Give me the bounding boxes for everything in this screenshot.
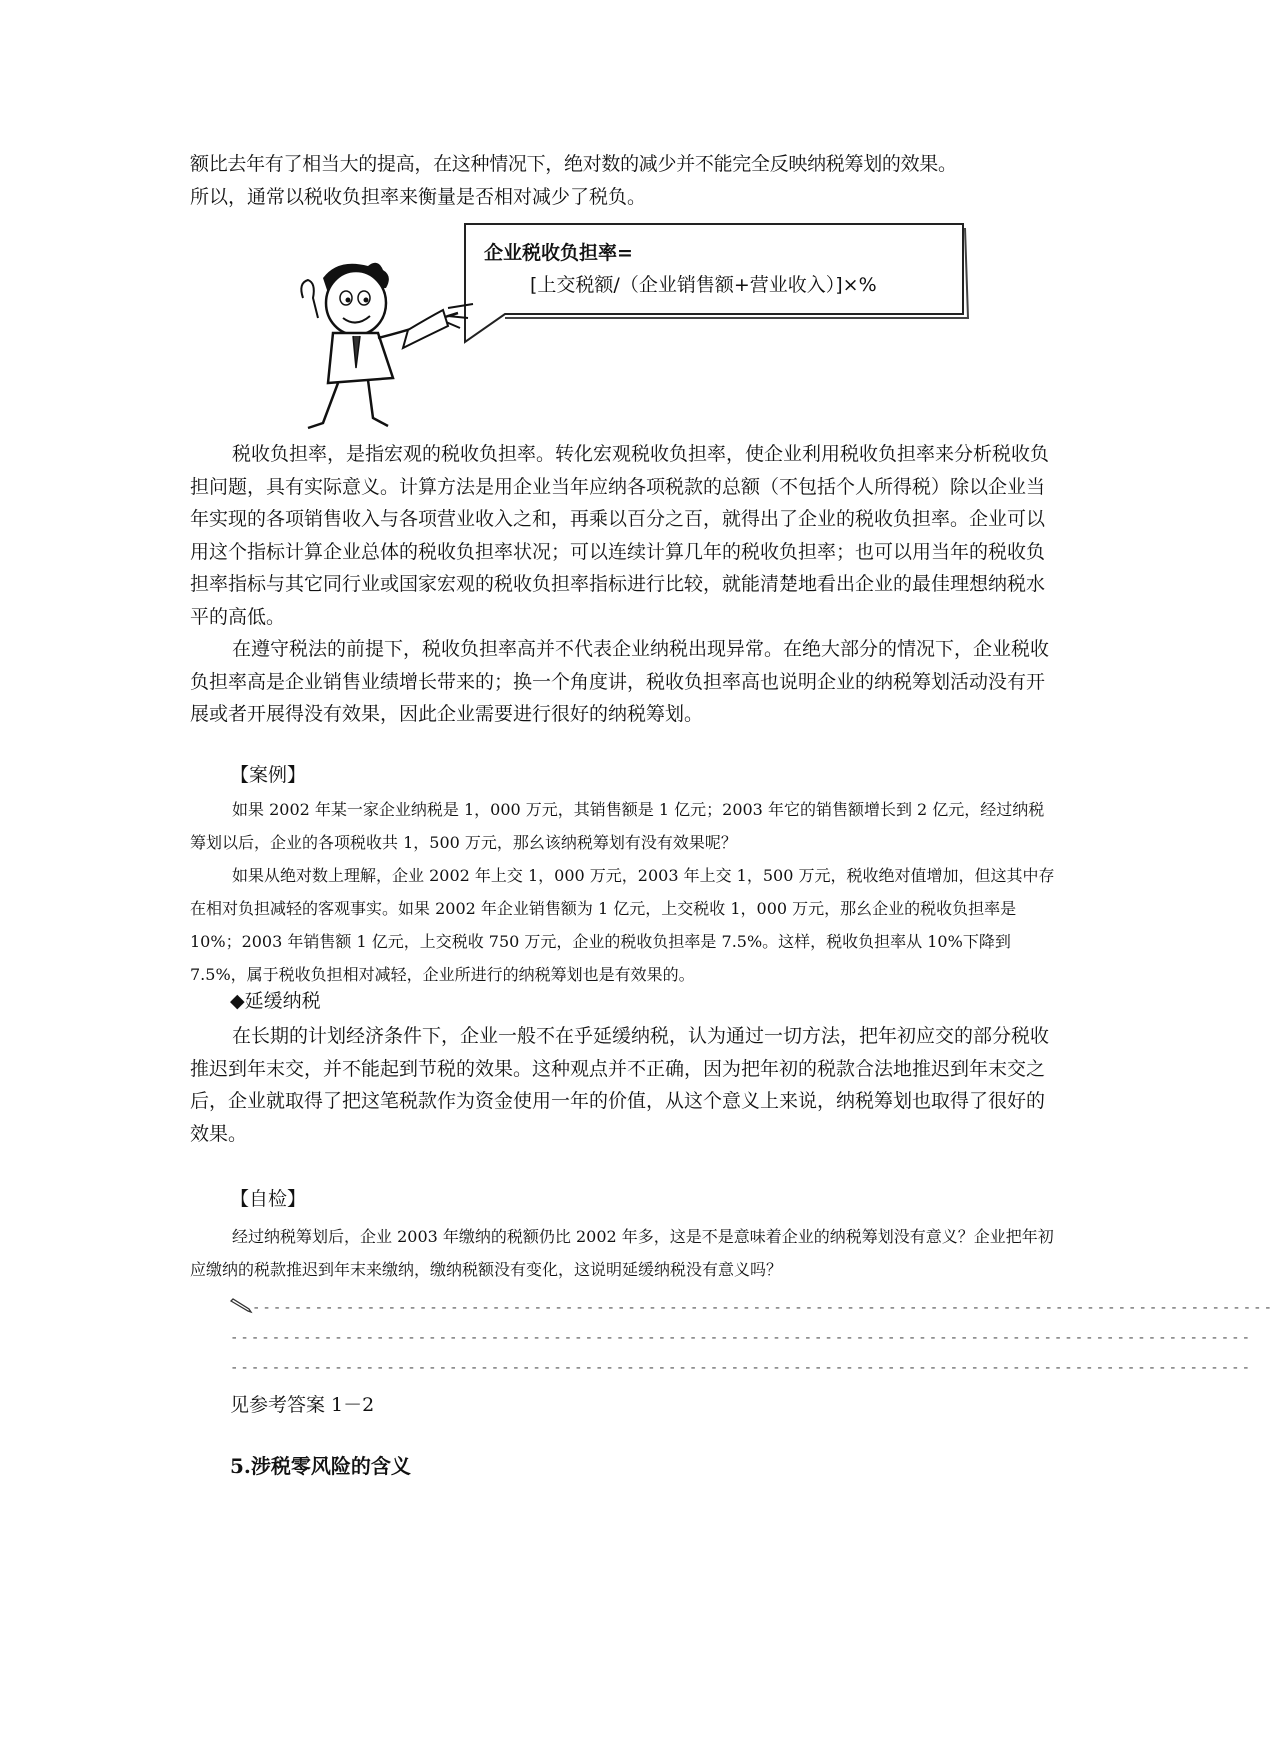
- case-heading: 【案例】: [230, 764, 307, 786]
- intro-line-2: 所以，通常以税收负担率来衡量是否相对减少了税负。: [190, 185, 647, 208]
- body-paragraph-1: 税收负担率，是指宏观的税收负担率。转化宏观税收负担率，使企业利用税收负担率来分析税收负担问题，具有实际意义。计算方法是用企业当年应纳各项税款的总额（不包括个人所得税）除以企业当年实现的各项销售收入与各项营业收入之和，再乘以百分之百，就得出了企业的税收负担率。企业可以用这个指标计算企业总体的税收负担率状况；可以连续计算几年的税收负担率；也可以用当年的税收负担率指标与其它同行业或国家宏观的税收负担率指标进行比较，就能清楚地看出企业的最佳理想纳税水平的高低。: [190, 443, 1050, 628]
- answer-line-1[interactable]: --------------------------------------------------------------------------------------------------: [252, 1300, 1274, 1316]
- deferral-heading: ◆延缓纳税: [230, 990, 321, 1012]
- pointing-man-cartoon-icon: [298, 258, 498, 438]
- body-section: [190, 438, 1060, 731]
- case-section: [190, 793, 1060, 991]
- pen-icon: [230, 1299, 252, 1313]
- self-check-question-block: [190, 1220, 1060, 1286]
- intro-text: [190, 148, 1060, 213]
- formula-line-1: 企业税收负担率=: [484, 242, 633, 264]
- deferral-paragraph: 在长期的计划经济条件下，企业一般不在乎延缓纳税，认为通过一切方法，把年初应交的部分税收推迟到年末交，并不能起到节税的效果。这种观点并不正确，因为把年初的税款合法地推迟到年末交之后，企业就取得了把这笔税款作为资金使用一年的价值，从这个意义上来说，纳税筹划也取得了很好的效果。: [190, 1025, 1050, 1145]
- self-check-question: 经过纳税筹划后，企业 2003 年缴纳的税额仍比 2002 年多，这是不是意味着企业的纳税筹划没有意义？企业把年初应缴纳的税款推迟到年末来缴纳，缴纳税额没有变化，这说明延缓纳税没有意义吗？: [190, 1227, 1054, 1279]
- intro-line-1: 额比去年有了相当大的提高，在这种情况下，绝对数的减少并不能完全反映纳税筹划的效果。: [190, 153, 957, 175]
- case-paragraph-2: 如果从绝对数上理解，企业 2002 年上交 1，000 万元，2003 年上交 1，500 万元，税收绝对值增加，但这其中存在相对负担减轻的客观事实。如果 2002 年企业销售额为 1 亿元，上交税收 1，000 万元，那幺企业的税收负担率是 10%；2003 年销售额 1 亿元，上交税收 750 万元，企业的税收负担率是 7.5%。这样，税收负担率从 10%下降到 7.5%，属于税收负担相对减轻，企业所进行的纳税筹划也是有效果的。: [190, 866, 1055, 984]
- body-paragraph-2: 在遵守税法的前提下，税收负担率高并不代表企业纳税出现异常。在绝大部分的情况下，企业税收负担率高是企业销售业绩增长带来的；换一个角度讲，税收负担率高也说明企业的纳税筹划活动没有开展或者开展得没有效果，因此企业需要进行很好的纳税筹划。: [190, 638, 1050, 725]
- self-check-heading: 【自检】: [230, 1188, 307, 1210]
- answer-line-2[interactable]: --------------------------------------------------------------------------------------------------: [230, 1330, 1253, 1346]
- answer-reference: 见参考答案 1－2: [230, 1394, 375, 1416]
- section-title: 5.涉税零风险的含义: [230, 1454, 411, 1478]
- deferral-section: [190, 1020, 1060, 1150]
- case-paragraph-1: 如果 2002 年某一家企业纳税是 1，000 万元，其销售额是 1 亿元；2003 年它的销售额增长到 2 亿元，经过纳税筹划以后，企业的各项税收共 1，500 万元，那幺该纳税筹划有没有效果呢？: [190, 800, 1045, 852]
- answer-line-3[interactable]: --------------------------------------------------------------------------------------------------: [230, 1360, 1253, 1376]
- formula-line-2: [上交税额/（企业销售额+营业收入）]×%: [530, 274, 877, 296]
